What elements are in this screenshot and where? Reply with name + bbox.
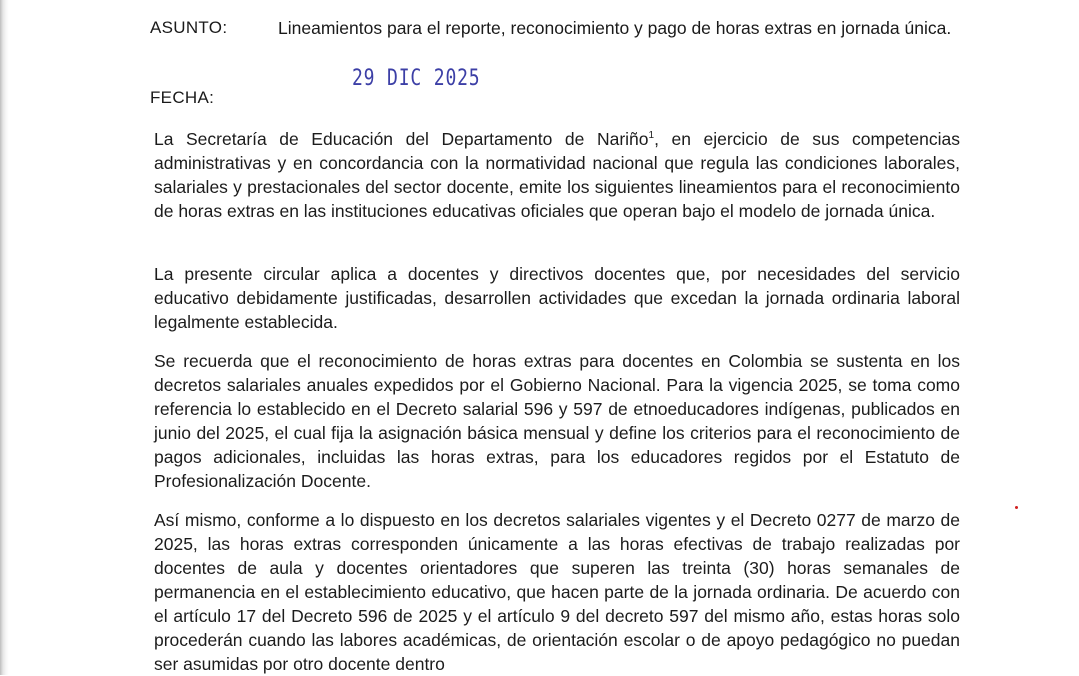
paragraph-1-start: La Secretaría de Educación del Departamento de Nariño — [154, 129, 649, 149]
paragraph-2: La presente circular aplica a docentes y directivos docentes que, por necesidades del servicio educativo debidamente justificadas, desarrollen actividades que excedan la jornada ordinaria laboral legalmente establecida. — [154, 264, 960, 332]
paragraph-1 — [154, 127, 960, 223]
paragraph-1-rest: , en ejercicio de sus competencias administrativas y en concordancia con la normatividad nacional que regula las condiciones laborales, salariales y prestacionales del sector docente, emite los siguientes lineamientos para el reconocimiento de horas extras en las instituciones educativas oficiales que operan bajo el modelo de jornada única. — [154, 129, 960, 221]
subject-text: Lineamientos para el reporte, reconocimiento y pago de horas extras en jornada única. — [278, 18, 952, 38]
date-stamp: 29 DIC 2025 — [352, 66, 481, 91]
date-label: FECHA: — [150, 88, 215, 107]
paragraph-3: Se recuerda que el reconocimiento de horas extras para docentes en Colombia se sustenta en los decretos salariales anuales expedidos por el Gobierno Nacional. Para la vigencia 2025, se toma como referencia lo establecido en el Decreto salarial 596 y 597 de etnoeducadores indígenas, publicados en junio del 2025, el cual fija la asignación básica mensual y define los criterios para el reconocimiento de pagos adicionales, incluidas las horas extras, para los educadores regidos por el Estatuto de Profesionalización Docente. — [154, 351, 960, 491]
scan-edge-shadow — [0, 0, 9, 675]
paragraph-4: Así mismo, conforme a lo dispuesto en los decretos salariales vigentes y el Decreto 0277 de marzo de 2025, las horas extras corresponden únicamente a las horas efectivas de trabajo realizadas por docentes de aula y docentes orientadores que superen las treinta (30) horas semanales de permanencia en el establecimiento educativo, que hacen parte de la jornada ordinaria. De acuerdo con el artículo 17 del Decreto 596 de 2025 y el artículo 9 del decreto 597 del mismo año, estas horas solo procederán cuando las labores académicas, de orientación escolar o de apoyo pedagógico no puedan ser asumidas por otro docente dentro — [154, 510, 960, 674]
subject-label: ASUNTO: — [150, 18, 228, 37]
scan-speck — [1015, 506, 1018, 509]
footnote-ref: 1 — [648, 130, 655, 142]
